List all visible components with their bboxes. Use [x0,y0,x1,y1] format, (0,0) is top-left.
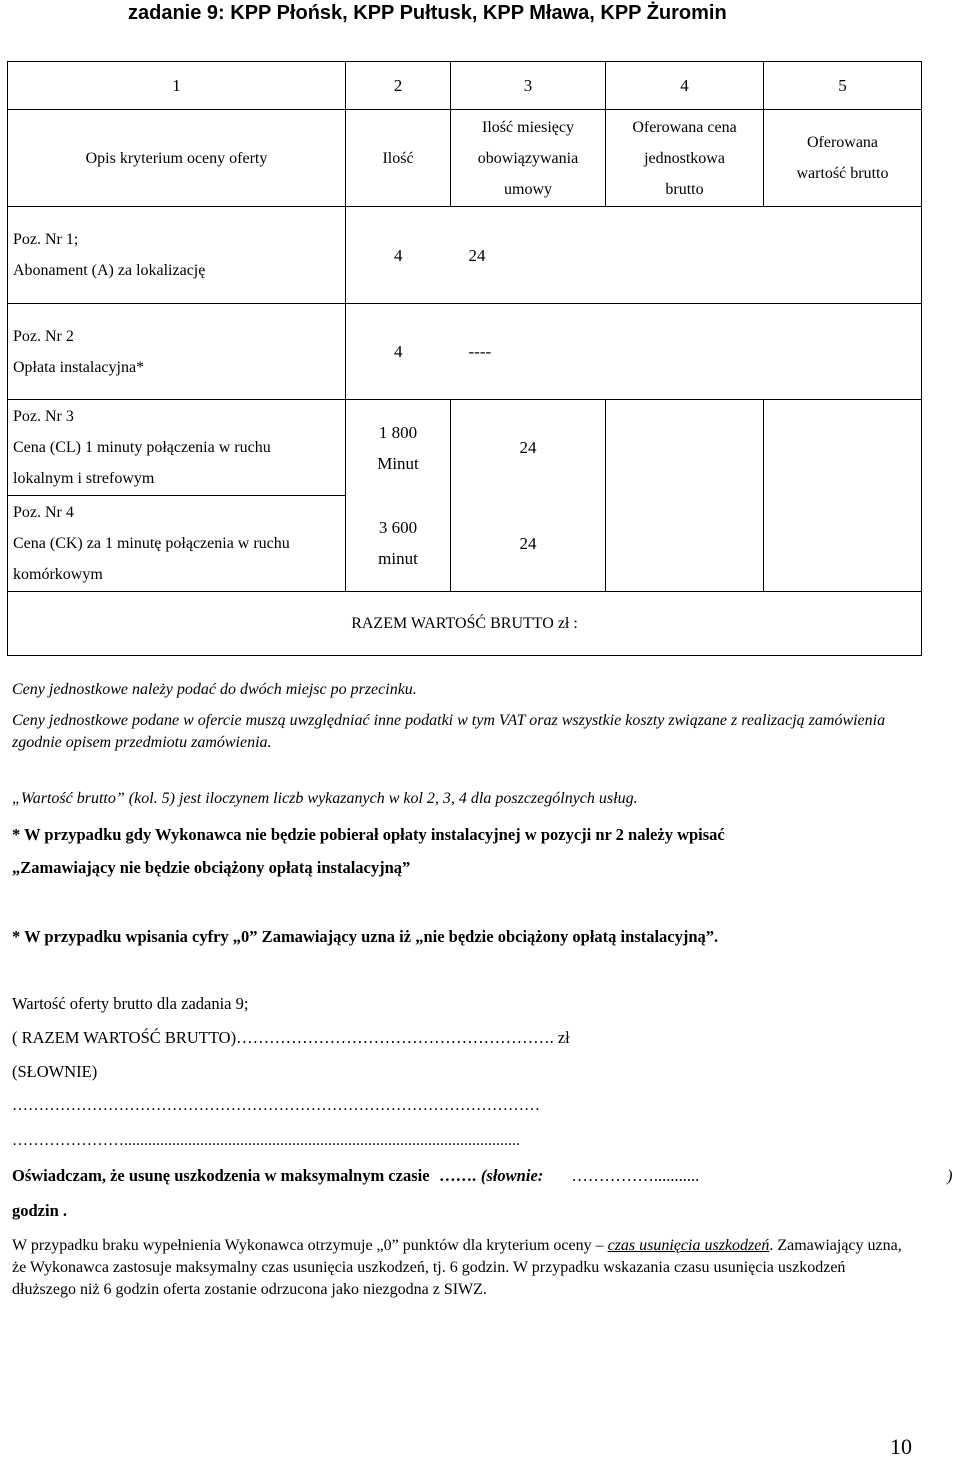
row-1-unit-price [606,207,764,304]
note-gross-value: „Wartość brutto” (kol. 5) jest iloczynem liczb wykazanych w kol 2, 3, 4 dla poszczególnych usług. [12,790,638,807]
row-3-qty-unit: Minut [377,453,419,473]
row-3-qty-value: 1 800 [378,422,418,442]
table-row [8,207,922,304]
total-label: RAZEM WARTOŚĆ BRUTTO zł : [8,592,922,656]
row-4-qty-unit: minut [378,549,418,569]
final-link-criterion: czas usunięcia uszkodzeń [607,1237,770,1254]
header-gross-value [764,110,922,207]
row-3-quantity [346,400,451,496]
row-1-line1: Poz. Nr 1; [13,231,79,248]
row-3-line2: Cena (CL) 1 minuty połączenia w ruchu [13,439,271,456]
row-3-unit-price [606,400,764,496]
total-row [8,592,922,656]
row-2-line2: Opłata instalacyjna* [13,358,145,376]
row-4-description [8,496,346,592]
header-months-l1: Ilość miesięcy [482,118,574,136]
header-gross-value-l1: Oferowana [806,134,879,151]
row-3-gross-value [764,400,922,496]
col-number-5: 5 [764,62,922,110]
offer-words-line-1: ……………………………………………………………………………………… [12,1097,540,1114]
row-2-gross-value [764,304,922,400]
row-4-qty-value: 3 600 [378,518,418,538]
row-4-line2: Cena (CK) za 1 minutę połączenia w ruchu [13,535,290,552]
price-table [7,61,922,656]
header-criterion: Opis kryterium oceny oferty [8,110,346,207]
row-4-line1: Poz. Nr 4 [13,504,74,521]
header-row [8,110,922,207]
final-part1: W przypadku braku wypełnienia Wykonawca otrzymuje „0” punktów dla kryterium oceny – [12,1237,604,1254]
header-unit-price-l2: jednostkowa [644,149,725,167]
document-title: zadanie 9: KPP Płońsk, KPP Pułtusk, KPP Mława, KPP Żuromin [128,2,727,24]
header-months-l3: umowy [504,180,552,198]
row-1-line2: Abonament (A) za lokalizację [13,262,206,279]
note-installation-phrase: „Zamawiający nie będzie obciążony opłatą instalacyjną” [12,858,411,877]
note-installation-fee: * W przypadku gdy Wykonawca nie będzie pobierał opłaty instalacyjnej w pozycji nr 2 należy wpisać [12,825,725,844]
offer-in-words-label: (SŁOWNIE) [12,1062,98,1081]
declaration-dots: ……………........... [571,1166,700,1185]
offer-total-line: ( RAZEM WARTOŚĆ BRUTTO)…………………………………………………. zł [12,1028,570,1047]
col-number-4: 4 [606,62,764,110]
row-4-quantity [346,496,451,592]
header-unit-price-l3: brutto [665,180,704,198]
col-number-2: 2 [346,62,451,110]
table-row [8,400,922,496]
header-unit-price-l1: Oferowana cena [632,118,737,136]
offer-value-label: Wartość oferty brutto dla zadania 9; [12,994,249,1013]
row-2-months: ---- [451,304,606,400]
row-4-line3: komórkowym [13,566,103,583]
header-unit-price [606,110,764,207]
row-2-line1: Poz. Nr 2 [13,327,74,345]
row-2-description [8,304,346,400]
row-3-line3: lokalnym i strefowym [13,470,155,487]
column-number-row [8,62,922,110]
header-months-l2: obowiązywania [477,149,579,167]
row-4-gross-value [764,496,922,592]
declaration-line [12,1166,699,1186]
row-3-line1: Poz. Nr 3 [13,408,74,425]
row-2-unit-price [606,304,764,400]
header-months [451,110,606,207]
row-2-quantity: 4 [346,304,451,400]
declaration-hours: godzin . [12,1201,68,1220]
row-1-quantity: 4 [346,207,451,304]
header-gross-value-l2: wartość brutto [796,165,889,182]
note-decimal-places: Ceny jednostkowe należy podać do dwóch miejsc po przecinku. [12,681,417,698]
note-unit-prices: Ceny jednostkowe podane w ofercie muszą uwzględniać inne podatki w tym VAT oraz wszystkie koszty związane z realizacją zamówienia zgodnie opisem przedmiotu zamówienia. [12,712,886,751]
page-number: 10 [890,1434,912,1459]
col-number-3: 3 [451,62,606,110]
row-4-months: 24 [451,496,606,592]
declaration-text: Oświadczam, że usunę uszkodzenia w maksymalnym czasie [12,1166,430,1185]
row-4-unit-price [606,496,764,592]
row-1-months: 24 [451,207,606,304]
final-part2: . Zamawiający uzna, że Wykonawca zastosuje maksymalny czas usunięcia uszkodzeń, tj. 6 godzin. W przypadku wskazania czasu usunięcia uszkodzeń dłuższego niż 6 godzin oferta zostanie odrzucona jako niezgodna z SIWZ. [12,1237,902,1298]
header-quantity: Ilość [346,110,451,207]
note-zero-digit: * W przypadku wpisania cyfry „0” Zamawiający uzna iż „nie będzie obciążony opłatą instalacyjną”. [12,927,719,946]
row-3-months: 24 [451,400,606,496]
row-1-description [8,207,346,304]
table-row [8,304,922,400]
declaration-close-paren: ) [947,1166,953,1185]
declaration-words: ……. (słownie: [439,1166,544,1185]
table-row [8,496,922,592]
offer-words-line-2: …………………................................................................................................... [12,1132,520,1149]
final-paragraph [12,1235,912,1301]
row-3-description [8,400,346,496]
col-number-1: 1 [8,62,346,110]
row-1-gross-value [764,207,922,304]
